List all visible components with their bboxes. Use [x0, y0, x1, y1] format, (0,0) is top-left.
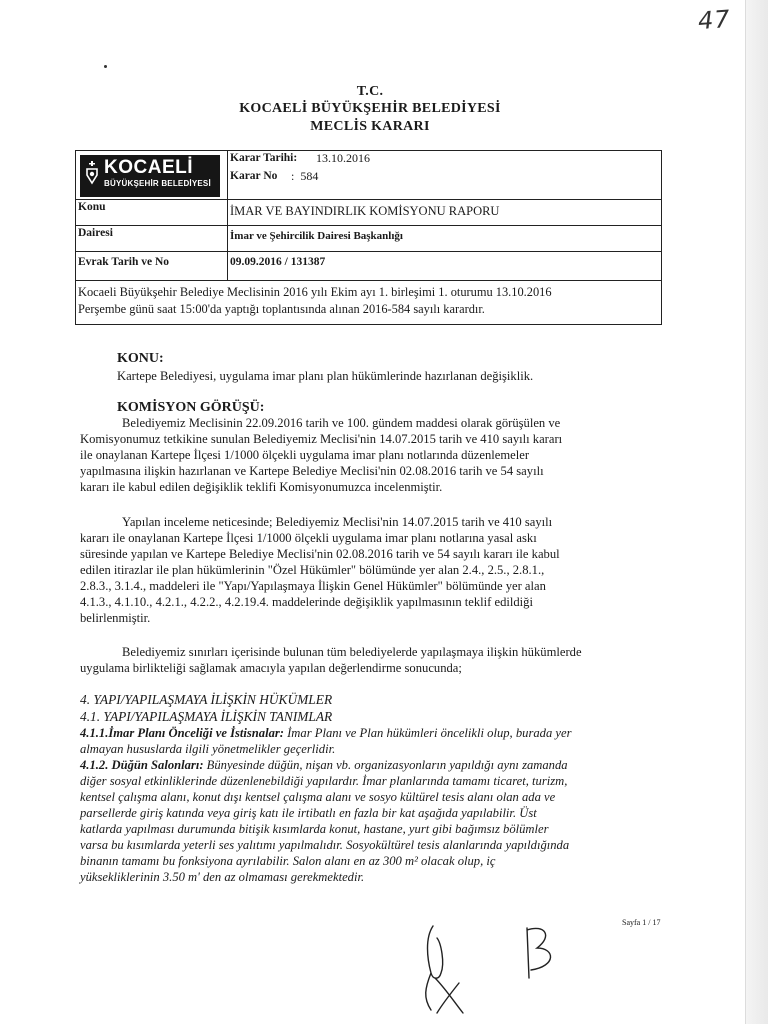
- konu-heading: KONU:: [117, 351, 164, 366]
- page-number: Sayfa 1 / 17: [622, 918, 661, 927]
- municipality-emblem-icon: [85, 161, 99, 185]
- table-rule: [76, 280, 661, 281]
- paragraph-line: yapılmasına ilişkin hazırlanan ve Kartepe Belediye Meclisi'nin 02.08.2016 tarih ve 54 sayılı: [80, 464, 544, 478]
- dairesi-value: İmar ve Şehircilik Dairesi Başkanlığı: [230, 230, 403, 242]
- karar-tarihi-value: 13.10.2016: [316, 151, 370, 165]
- paragraph-line: kararı ile kabul edilen değişiklik teklifi Komisyonumuzca incelenmiştir.: [80, 480, 443, 494]
- karar-tarihi-label: Karar Tarihi:: [230, 152, 298, 164]
- signature-1: [415, 918, 475, 1018]
- karar-no-label: Karar No: [230, 170, 278, 182]
- section-4-1-2: [80, 758, 568, 774]
- evrak-value: 09.09.2016 / 131387: [230, 256, 326, 268]
- logo-subtext: BÜYÜKŞEHİR BELEDİYESİ: [104, 179, 211, 188]
- paragraph-line: uygulama birlikteliği sağlamak amacıyla yapılan değerlendirme sonucunda;: [80, 661, 462, 675]
- evrak-label: Evrak Tarih ve No: [78, 256, 170, 268]
- karar-no-value: : 584: [291, 169, 319, 183]
- dairesi-label: Dairesi: [78, 227, 113, 239]
- scan-edge: [745, 0, 768, 1024]
- paragraph-line: katlarda yapılması durumunda bitişik kısımlarda konut, hastane, yurt gibi bağımsız bölümler: [80, 822, 549, 836]
- paragraph-line: Belediyemiz Meclisinin 22.09.2016 tarih ve 100. gündem maddesi olarak görüşülen ve: [122, 416, 561, 430]
- konu-value: İMAR VE BAYINDIRLIK KOMİSYONU RAPORU: [230, 204, 500, 218]
- header-tc: T.C.: [356, 84, 384, 99]
- paragraph-line: kentsel çalışma alanı, konut dışı kentsel çalışma alanı ve sosyo kültürel tesis alanı olan ada ve: [80, 790, 556, 804]
- paragraph-line: almayan hususlarda ilgili yönetmelikler geçerlidir.: [80, 742, 336, 756]
- signature-2: [515, 918, 565, 988]
- paragraph-line: belirlenmiştir.: [80, 611, 151, 625]
- table-rule: [76, 225, 661, 226]
- konu-text: Kartepe Belediyesi, uygulama imar planı plan hükümlerinde hazırlanan değişiklik.: [117, 369, 534, 383]
- table-rule: [76, 199, 661, 200]
- section-4-1-1-title: 4.1.1.İmar Planı Önceliği ve İstisnalar:: [80, 726, 284, 740]
- paragraph-line: varsa bu kısımlarda yeterli ses yalıtımı yapılmalıdır. Sosyokültürel tesis alanlarında yapıldığında: [80, 838, 570, 852]
- konu-label: Konu: [78, 201, 106, 213]
- section-4-1-1: [80, 726, 571, 742]
- section-4-1-1-text: İmar Planı ve Plan hükümleri öncelikli olup, burada yer: [283, 726, 572, 740]
- paragraph-line: 4.1.3., 4.1.10., 4.2.1., 4.2.2., 4.2.19.4. maddelerinde değişiklik yapılmasının teklif edildiği: [80, 595, 533, 609]
- paragraph-line: diğer sosyal etkinliklerinde düzenlenebildiği yapılardır. İmar planlarında tamamı ticaret, turizm,: [80, 774, 568, 788]
- section-4-heading: 4. YAPI/YAPILAŞMAYA İLİŞKİN HÜKÜMLER: [80, 692, 333, 707]
- paragraph-line: yüksekliklerinin 3.50 m' den az olmaması gerekmektedir.: [80, 870, 365, 884]
- paragraph-line: 2.8.3., 3.1.4., maddeleri ile "Yapı/Yapılaşmaya İlişkin Genel Hükümler" bölümünde yer alan: [80, 579, 546, 593]
- paragraph-line: Yapılan inceleme neticesinde; Belediyemiz Meclisi'nin 14.07.2015 tarih ve 410 sayılı: [122, 515, 553, 529]
- decision-summary-line2: Perşembe günü saat 15:00'da yaptığı toplantısında alınan 2016-584 sayılı karardır.: [78, 302, 485, 316]
- header-document-type: MECLİS KARARI: [310, 119, 430, 134]
- kocaeli-logo: [80, 155, 220, 197]
- paragraph-line: süresinde yapılan ve Kartepe Belediye Meclisi'nin 02.08.2016 tarih ve 54 sayılı kararı ile kabul: [80, 547, 560, 561]
- handwritten-page-number: 47: [697, 4, 732, 36]
- header-municipality: KOCAELİ BÜYÜKŞEHİR BELEDİYESİ: [239, 101, 501, 116]
- paragraph-line: ile onaylanan Kartepe İlçesi 1/1000 ölçekli uygulama imar planı notlarında düzenlemeler: [80, 448, 530, 462]
- decision-info-table: [75, 150, 662, 325]
- paragraph-line: binanın tamamı bu fonksiyona ayrılabilir. Salon alanı en az 300 m² olacak olup, iç: [80, 854, 496, 868]
- komisyon-heading: KOMİSYON GÖRÜŞÜ:: [117, 400, 265, 415]
- table-rule: [227, 151, 228, 280]
- logo-text: KOCAELİ: [104, 157, 193, 178]
- paragraph-line: parsellerde giriş katında veya giriş katı ile irtibatlı en fazla bir kat aşağıda yapılabilir. Üst: [80, 806, 537, 820]
- table-rule: [76, 251, 661, 252]
- section-4-1-2-title: 4.1.2. Düğün Salonları:: [80, 758, 204, 772]
- scan-speck: [104, 65, 107, 68]
- decision-summary-line1: Kocaeli Büyükşehir Belediye Meclisinin 2016 yılı Ekim ayı 1. birleşimi 1. oturumu 13.10.2016: [78, 285, 552, 299]
- section-4-1-heading: 4.1. YAPI/YAPILAŞMAYA İLİŞKİN TANIMLAR: [80, 709, 333, 724]
- paragraph-line: Belediyemiz sınırları içerisinde bulunan tüm belediyelerde yapılaşmaya ilişkin hükümlerde: [122, 645, 582, 659]
- paragraph-line: Komisyonumuz tetkikine sunulan Belediyemiz Meclisi'nin 14.07.2015 tarih ve 410 sayılı kararı: [80, 432, 563, 446]
- paragraph-line: edilen itirazlar ile plan hükümlerinin "Özel Hükümler" bölümünde yer alan 2.4., 2.5., 2.8.1.,: [80, 563, 545, 577]
- paragraph-line: kararı ile onaylanan Kartepe İlçesi 1/1000 ölçekli uygulama imar planı notlarına yasal askı: [80, 531, 537, 545]
- section-4-1-2-text: Bünyesinde düğün, nişan vb. organizasyonların yapıldığı aynı zamanda: [203, 758, 568, 772]
